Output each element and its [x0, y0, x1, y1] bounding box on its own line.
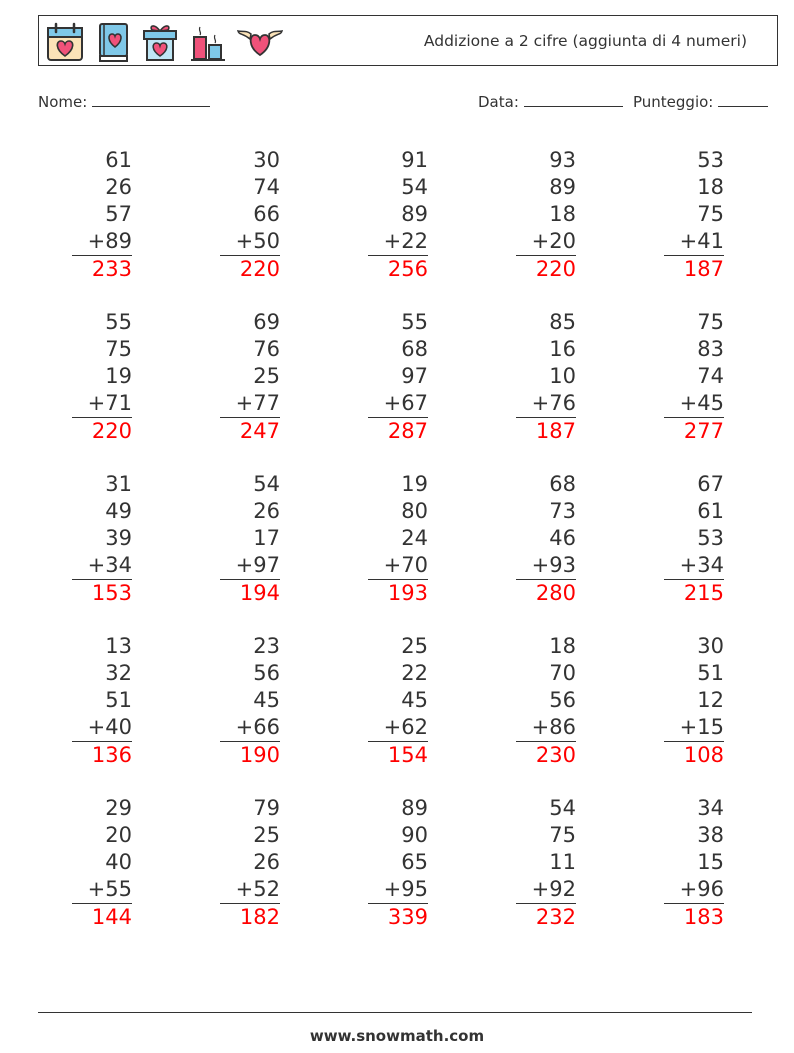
name-field — [38, 92, 210, 111]
answer: 215 — [683, 581, 724, 605]
answer: 339 — [387, 905, 428, 929]
addend-4: +77 — [220, 390, 280, 418]
problem-item — [664, 795, 724, 931]
answer: 154 — [387, 743, 428, 767]
addend-2: 61 — [697, 499, 724, 523]
footer-site: www.snowmath.com — [309, 1027, 485, 1045]
addend-4: +15 — [664, 714, 724, 742]
addend-1: 93 — [549, 148, 576, 172]
addend-1: 69 — [253, 310, 280, 334]
addend-2: 68 — [401, 337, 428, 361]
problem-item — [72, 471, 132, 607]
answer: 233 — [91, 257, 132, 281]
addend-1: 54 — [253, 472, 280, 496]
date-field — [478, 92, 623, 111]
addend-3: 53 — [697, 526, 724, 550]
problem-item — [368, 309, 428, 445]
addend-3: 89 — [401, 202, 428, 226]
addend-4: +50 — [220, 228, 280, 256]
addend-3: 46 — [549, 526, 576, 550]
answer: 108 — [683, 743, 724, 767]
problem-item — [368, 633, 428, 769]
addend-3: 45 — [253, 688, 280, 712]
addend-3: 74 — [697, 364, 724, 388]
answer: 194 — [239, 581, 280, 605]
score-blank — [718, 92, 768, 107]
addend-2: 26 — [105, 175, 132, 199]
addend-2: 75 — [549, 823, 576, 847]
addend-1: 18 — [549, 634, 576, 658]
answer: 287 — [387, 419, 428, 443]
problem-item — [72, 309, 132, 445]
addend-4: +20 — [516, 228, 576, 256]
addend-1: 30 — [697, 634, 724, 658]
addend-2: 51 — [697, 661, 724, 685]
problem-item — [664, 309, 724, 445]
answer: 187 — [535, 419, 576, 443]
problem-item — [220, 309, 280, 445]
addend-4: +89 — [72, 228, 132, 256]
addend-1: 31 — [105, 472, 132, 496]
addend-4: +92 — [516, 876, 576, 904]
addend-2: 56 — [253, 661, 280, 685]
problem-item — [664, 147, 724, 283]
addend-4: +52 — [220, 876, 280, 904]
problem-item — [368, 471, 428, 607]
calendar-heart-icon — [45, 21, 85, 63]
addend-2: 16 — [549, 337, 576, 361]
addend-2: 80 — [401, 499, 428, 523]
addend-1: 79 — [253, 796, 280, 820]
answer: 193 — [387, 581, 428, 605]
addend-3: 19 — [105, 364, 132, 388]
addend-3: 56 — [549, 688, 576, 712]
addend-4: +45 — [664, 390, 724, 418]
addend-2: 90 — [401, 823, 428, 847]
addend-3: 57 — [105, 202, 132, 226]
addend-4: +93 — [516, 552, 576, 580]
addend-2: 76 — [253, 337, 280, 361]
problem-item — [516, 471, 576, 607]
answer: 220 — [91, 419, 132, 443]
problem-item — [72, 147, 132, 283]
problem-item — [516, 633, 576, 769]
addend-2: 22 — [401, 661, 428, 685]
addend-3: 97 — [401, 364, 428, 388]
addend-4: +86 — [516, 714, 576, 742]
addend-2: 83 — [697, 337, 724, 361]
answer: 247 — [239, 419, 280, 443]
winged-heart-icon — [237, 21, 283, 63]
answer: 280 — [535, 581, 576, 605]
addend-3: 51 — [105, 688, 132, 712]
header-icons — [45, 20, 283, 63]
addend-3: 25 — [253, 364, 280, 388]
addend-3: 11 — [549, 850, 576, 874]
addend-2: 20 — [105, 823, 132, 847]
worksheet-header — [38, 15, 778, 66]
addend-1: 34 — [697, 796, 724, 820]
candles-icon — [189, 21, 227, 63]
addend-4: +40 — [72, 714, 132, 742]
addend-1: 30 — [253, 148, 280, 172]
addend-2: 75 — [105, 337, 132, 361]
gift-heart-icon — [141, 21, 179, 63]
addend-1: 25 — [401, 634, 428, 658]
addend-2: 25 — [253, 823, 280, 847]
addend-4: +71 — [72, 390, 132, 418]
addend-2: 54 — [401, 175, 428, 199]
addend-3: 66 — [253, 202, 280, 226]
addend-4: +22 — [368, 228, 428, 256]
addend-3: 45 — [401, 688, 428, 712]
addend-3: 40 — [105, 850, 132, 874]
addend-2: 49 — [105, 499, 132, 523]
addend-3: 12 — [697, 688, 724, 712]
addend-3: 26 — [253, 850, 280, 874]
problem-item — [220, 633, 280, 769]
addend-1: 61 — [105, 148, 132, 172]
worksheet-title: Addizione a 2 cifre (aggiunta di 4 numeri) — [423, 32, 747, 50]
addend-1: 53 — [697, 148, 724, 172]
addend-4: +34 — [664, 552, 724, 580]
score-field — [633, 92, 768, 111]
addend-4: +76 — [516, 390, 576, 418]
problem-item — [664, 471, 724, 607]
answer: 136 — [91, 743, 132, 767]
addend-1: 91 — [401, 148, 428, 172]
addend-1: 68 — [549, 472, 576, 496]
date-blank — [524, 92, 623, 107]
addend-4: +96 — [664, 876, 724, 904]
problem-item — [516, 147, 576, 283]
addend-1: 13 — [105, 634, 132, 658]
problem-item — [368, 147, 428, 283]
problem-item — [664, 633, 724, 769]
problem-item — [72, 633, 132, 769]
score-label: Punteggio: — [633, 93, 714, 111]
addend-3: 24 — [401, 526, 428, 550]
problem-item — [72, 795, 132, 931]
addend-3: 75 — [697, 202, 724, 226]
problem-item — [368, 795, 428, 931]
addend-3: 39 — [105, 526, 132, 550]
addend-2: 32 — [105, 661, 132, 685]
book-heart-icon — [95, 21, 131, 63]
problem-item — [516, 795, 576, 931]
addend-2: 26 — [253, 499, 280, 523]
answer: 187 — [683, 257, 724, 281]
addend-4: +97 — [220, 552, 280, 580]
answer: 153 — [91, 581, 132, 605]
addend-2: 70 — [549, 661, 576, 685]
addend-2: 74 — [253, 175, 280, 199]
name-blank — [92, 92, 210, 107]
addend-4: +70 — [368, 552, 428, 580]
addend-1: 85 — [549, 310, 576, 334]
addend-1: 23 — [253, 634, 280, 658]
problem-item — [220, 147, 280, 283]
addend-2: 38 — [697, 823, 724, 847]
addend-4: +41 — [664, 228, 724, 256]
answer: 277 — [683, 419, 724, 443]
addend-4: +95 — [368, 876, 428, 904]
problem-item — [220, 795, 280, 931]
addend-1: 89 — [401, 796, 428, 820]
answer: 230 — [535, 743, 576, 767]
problem-item — [220, 471, 280, 607]
addend-4: +67 — [368, 390, 428, 418]
addend-3: 17 — [253, 526, 280, 550]
answer: 220 — [535, 257, 576, 281]
answer: 232 — [535, 905, 576, 929]
addend-2: 73 — [549, 499, 576, 523]
addend-1: 67 — [697, 472, 724, 496]
addend-4: +66 — [220, 714, 280, 742]
answer: 256 — [387, 257, 428, 281]
addend-3: 18 — [549, 202, 576, 226]
answer: 183 — [683, 905, 724, 929]
addend-1: 55 — [105, 310, 132, 334]
addend-1: 55 — [401, 310, 428, 334]
answer: 144 — [91, 905, 132, 929]
addend-1: 54 — [549, 796, 576, 820]
answer: 190 — [239, 743, 280, 767]
footer-divider — [38, 1012, 752, 1013]
addend-4: +55 — [72, 876, 132, 904]
addend-4: +62 — [368, 714, 428, 742]
addend-2: 89 — [549, 175, 576, 199]
addend-3: 15 — [697, 850, 724, 874]
answer: 220 — [239, 257, 280, 281]
answer: 182 — [239, 905, 280, 929]
problem-item — [516, 309, 576, 445]
addend-3: 10 — [549, 364, 576, 388]
addend-2: 18 — [697, 175, 724, 199]
addend-3: 65 — [401, 850, 428, 874]
name-label: Nome: — [38, 93, 88, 111]
addend-4: +34 — [72, 552, 132, 580]
addend-1: 75 — [697, 310, 724, 334]
addend-1: 29 — [105, 796, 132, 820]
date-label: Data: — [478, 93, 519, 111]
addend-1: 19 — [401, 472, 428, 496]
